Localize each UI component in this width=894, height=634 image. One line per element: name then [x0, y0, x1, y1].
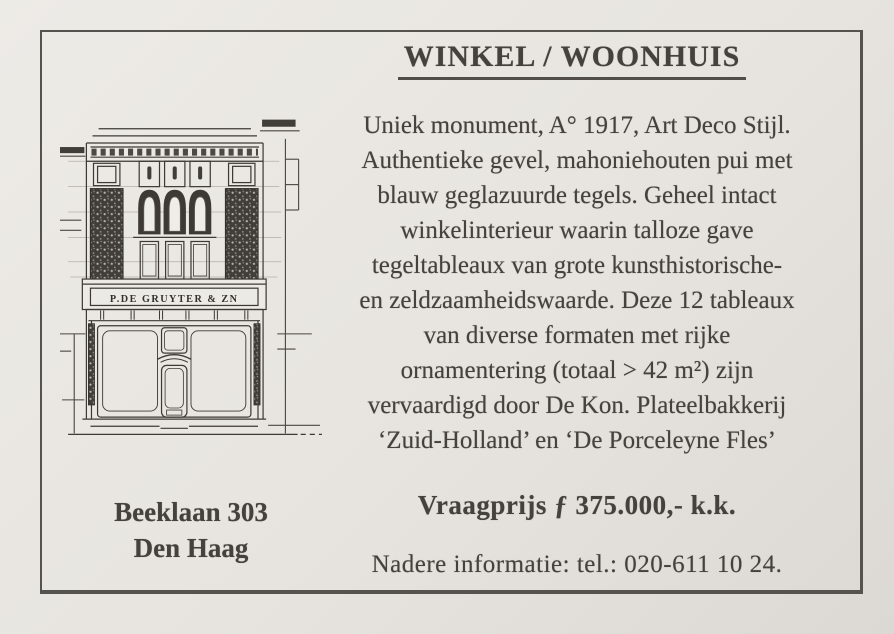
body-line: van diverse formaten met rijke: [423, 322, 731, 349]
address-city: Den Haag: [133, 533, 249, 563]
facade-main: [68, 129, 322, 435]
body-line: ornamentering (totaal > 42 m²) zijn: [400, 357, 754, 384]
body-line: ‘Zuid-Holland’ en ‘De Porceleyne Fles’: [377, 427, 776, 454]
contact-info: Nadere informatie: tel.: 020-611 10 24.: [371, 551, 783, 578]
body-line: Uniek monument, A° 1917, Art Deco Stijl.: [363, 112, 791, 139]
body-line: tegeltableaux van grote kunsthistorische-: [371, 252, 783, 279]
ad-title-wrap: [292, 40, 852, 80]
body-line: blauw geglazuurde tegels. Geheel intact: [377, 182, 777, 209]
body-line: vervaardigd door De Kon. Plateelbakkerij: [367, 392, 787, 419]
facade-drawing: [60, 98, 324, 454]
ad-border-frame: [40, 30, 863, 594]
body-line: Authentieke gevel, mahoniehouten pui met: [361, 147, 793, 174]
address-street: Beeklaan 303: [114, 497, 268, 527]
property-address: [56, 494, 326, 566]
body-line: en zeldzaamheidswaarde. Deze 12 tableaux: [359, 287, 795, 314]
body-line: winkelinterieur waarin talloze gave: [400, 217, 754, 244]
ad-body-text: [294, 108, 860, 458]
asking-price: Vraagprijs ƒ 375.000,- k.k.: [417, 490, 737, 520]
ad-title: WINKEL / WOONHUIS: [398, 40, 747, 80]
shop-sign-text: P.DE GRUYTER & ZN: [109, 293, 239, 305]
